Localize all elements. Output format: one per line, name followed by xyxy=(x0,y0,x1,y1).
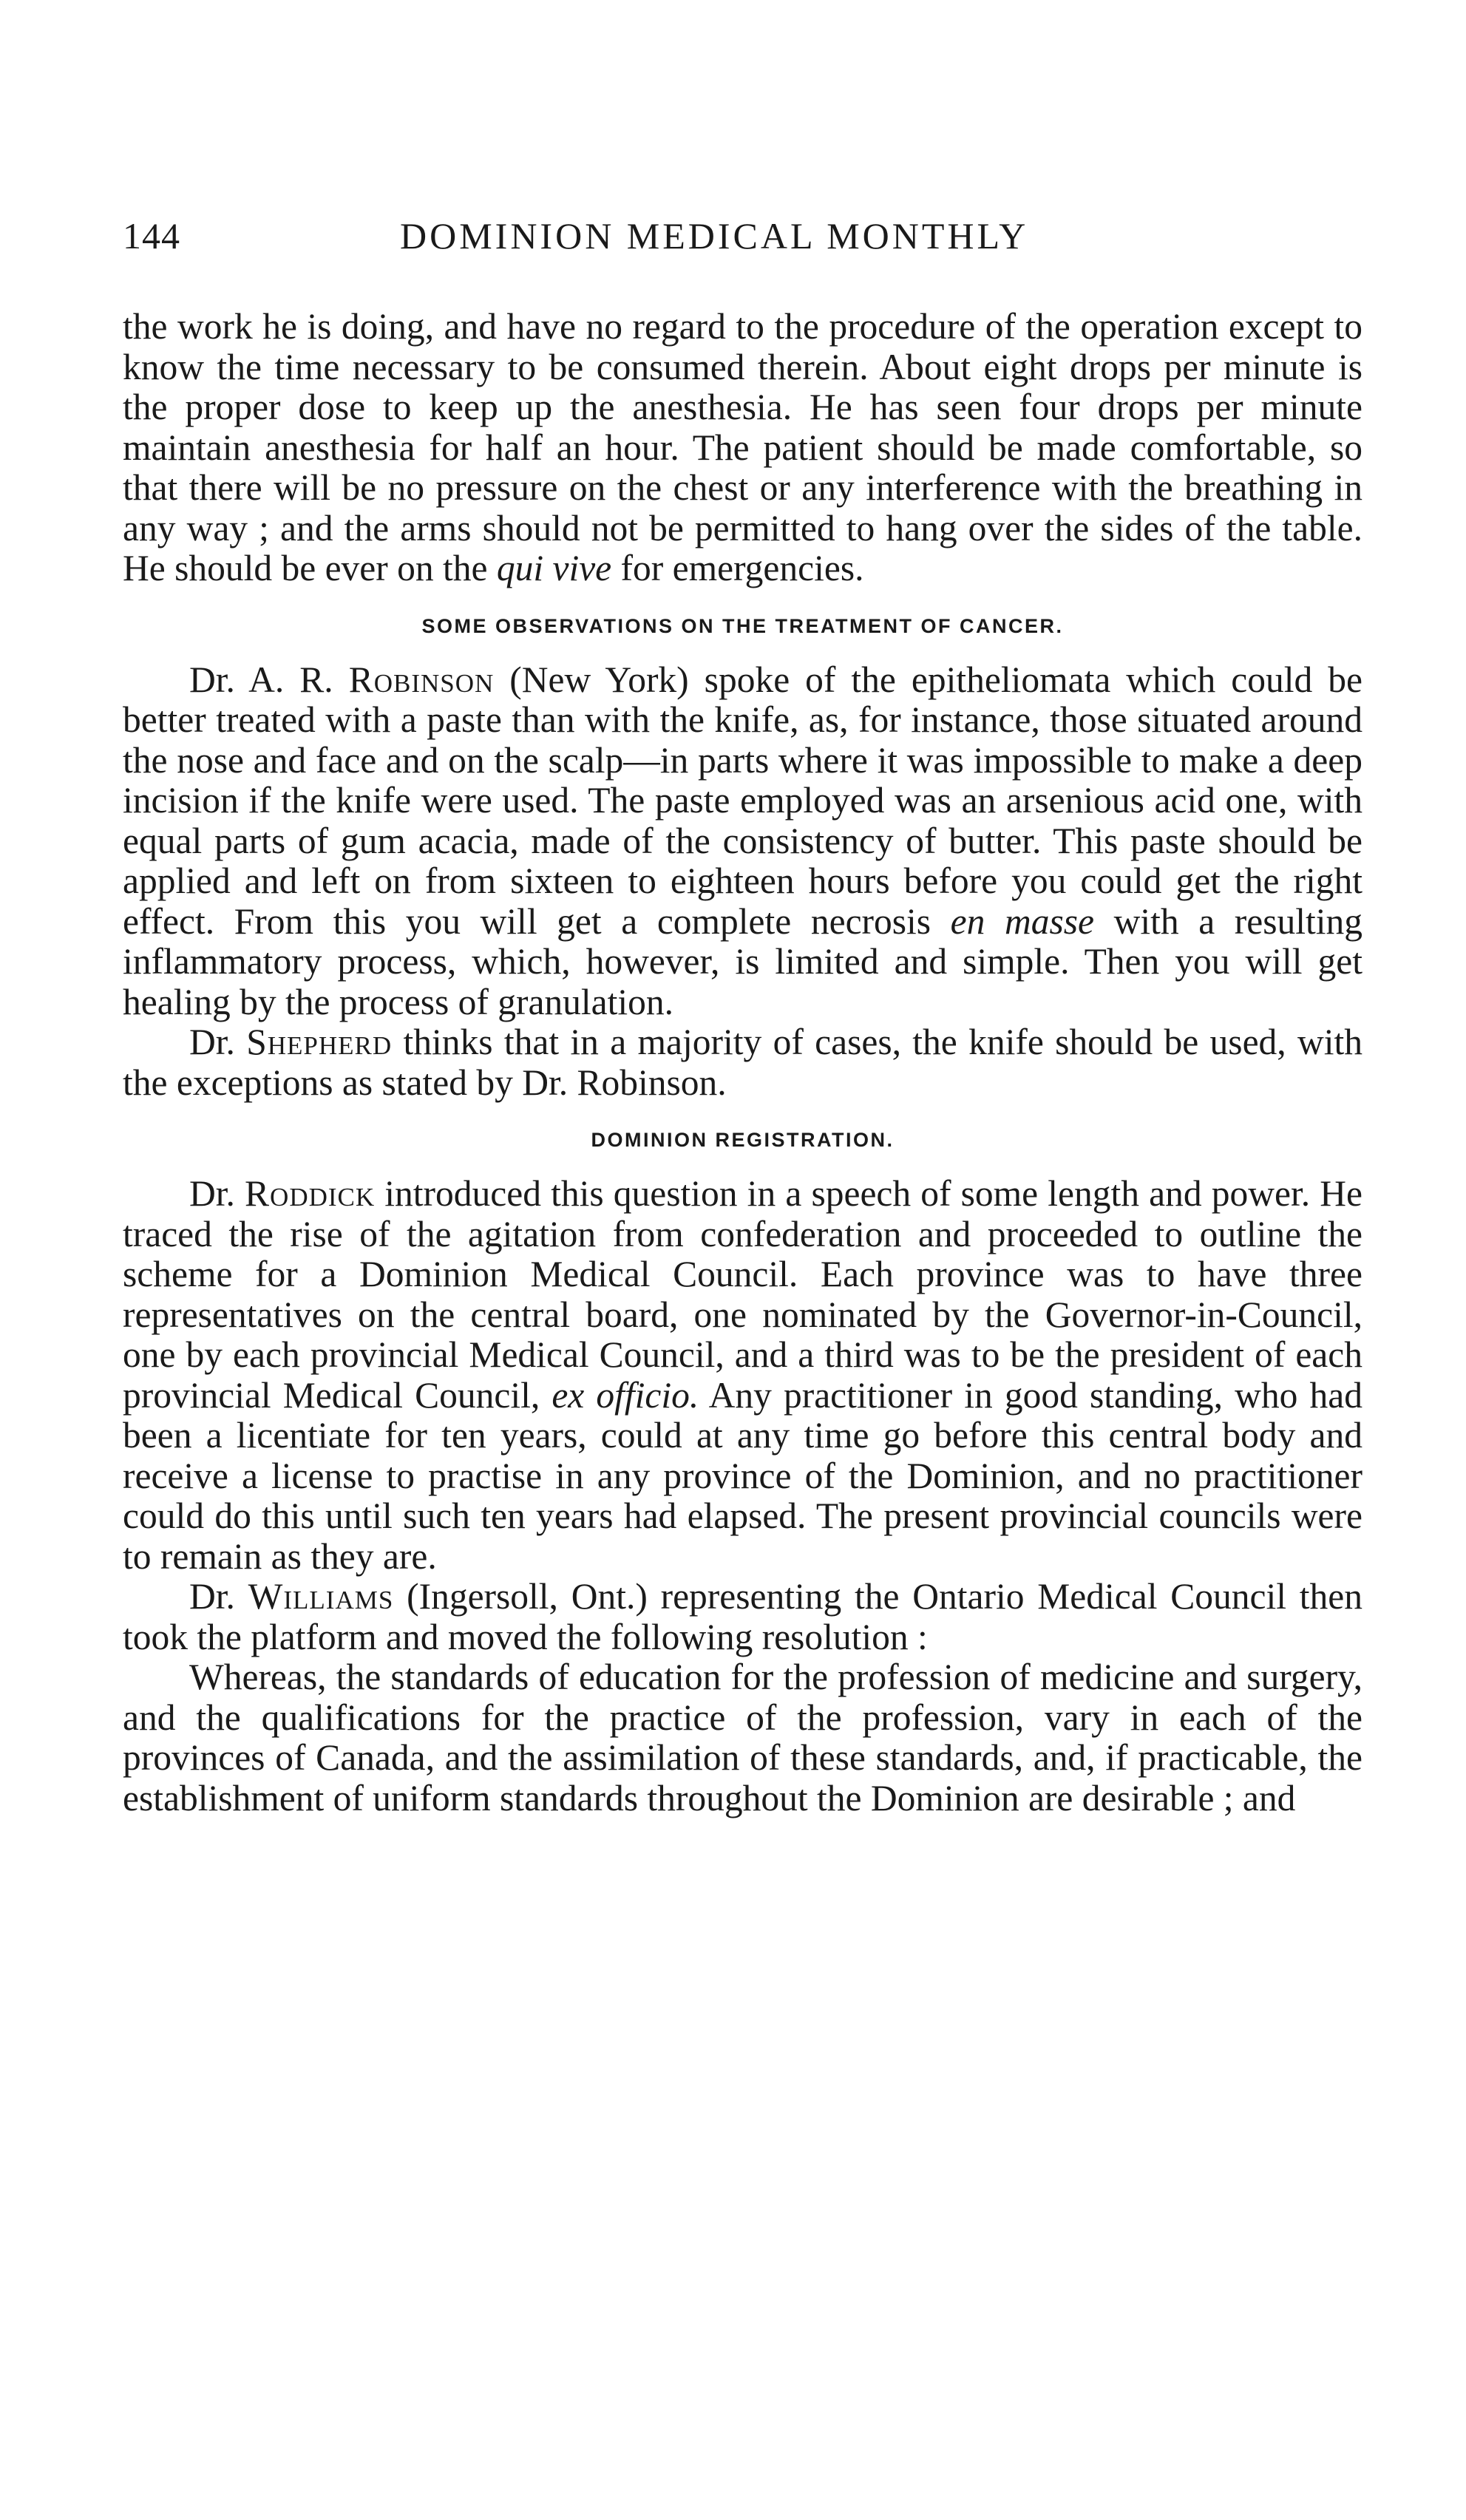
page-header xyxy=(123,214,1365,266)
speaker-title: Dr. xyxy=(189,1173,245,1214)
speaker-name: Shepherd xyxy=(246,1022,393,1062)
roddick-paragraph xyxy=(123,1174,1363,1577)
italic-phrase: ex officio. xyxy=(552,1374,699,1416)
shepherd-paragraph xyxy=(123,1022,1363,1103)
section-heading-cancer: SOME OBSERVATIONS ON THE TREATMENT OF CANCER. xyxy=(421,614,1064,637)
body-text xyxy=(123,307,1363,1818)
italic-phrase: en masse xyxy=(950,900,1094,942)
italic-phrase: qui vive xyxy=(496,548,612,588)
paragraph-text: (New York) spoke of the epitheliomata which could be better treated with a paste than with the knife, as, for instance, those situated around the nose and face and on the scalp—in parts where it was impossible to make a deep incision if the knife were used. The paste employed was an arsenious acid one, with equal parts of gum acacia, made of the consistency of butter. This paste should be applied and left on from sixteen to eighteen hours before you could get the right effect. From this you will get a complete necrosis xyxy=(123,659,1363,942)
williams-paragraph xyxy=(123,1577,1363,1657)
speaker-name: Roddick xyxy=(245,1173,376,1214)
section-heading-registration: DOMINION REGISTRATION. xyxy=(591,1129,895,1151)
page-number: 144 xyxy=(123,215,180,257)
paragraph-text: thinks that in a majority of cases, the knife should be used, with the exceptions as stated by Dr. Robinson. xyxy=(123,1022,1363,1103)
paragraph-text: the work he is doing, and have no regard to the procedure of the operation except to know the time necessary to be consumed therein. About eight drops per minute is the proper dose to keep up the anesthesia. He has seen four drops per minute maintain anesthesia for half an hour. The patient should be made comfortable, so that there will be no pressure on the chest or any interference with the breathing in any way ; and the arms should not be permitted to hang over the sides of the table. He should be ever on the xyxy=(123,306,1363,588)
paragraph-text: (Ingersoll, Ont.) representing the Ontario Medical Council then took the platform and moved the following resolution : xyxy=(123,1576,1363,1657)
paragraph-text: with a resulting inflammatory process, which, however, is limited and simple. Then you will get healing by the process of granulation. xyxy=(123,900,1363,1022)
speaker-title: Dr. xyxy=(189,1576,248,1617)
paragraph-text: for emergencies. xyxy=(611,548,864,588)
speaker-title: Dr. A. R. xyxy=(189,659,349,700)
speaker-title: Dr. xyxy=(189,1022,247,1062)
continuation-paragraph xyxy=(123,307,1363,589)
paragraph-text: introduced this question in a speech of some length and power. He traced the rise of the agitation from confederation and proceeded to outline the scheme for a Dominion Medical Council. Each province was to have three representatives on the central board, one nominated by the Governor-in-Council, one by each provincial Medical Council, and a third was to be the president of each provincial Medical Council, xyxy=(123,1173,1363,1416)
robinson-paragraph xyxy=(123,660,1363,1023)
resolution-paragraph: Whereas, the standards of education for the profession of medicine and surgery, and the qualifications for the practice of the profession, vary in each of the provinces of Canada, and the assimilation of these standards, and, if practicable, the establishment of uniform standards throughout the Dominion are desirable ; and xyxy=(123,1657,1363,1818)
running-head: DOMINION MEDICAL MONTHLY xyxy=(400,215,1029,257)
speaker-name: Williams xyxy=(248,1576,394,1617)
speaker-name: Robinson xyxy=(348,659,495,700)
paragraph-text: Any practitioner in good standing, who had been a licentiate for ten years, could at any time go before this central body and receive a license to practise in any province of the Dominion, and no practitioner could do this until such ten years had elapsed. The present provincial councils were to remain as they are. xyxy=(123,1374,1363,1577)
